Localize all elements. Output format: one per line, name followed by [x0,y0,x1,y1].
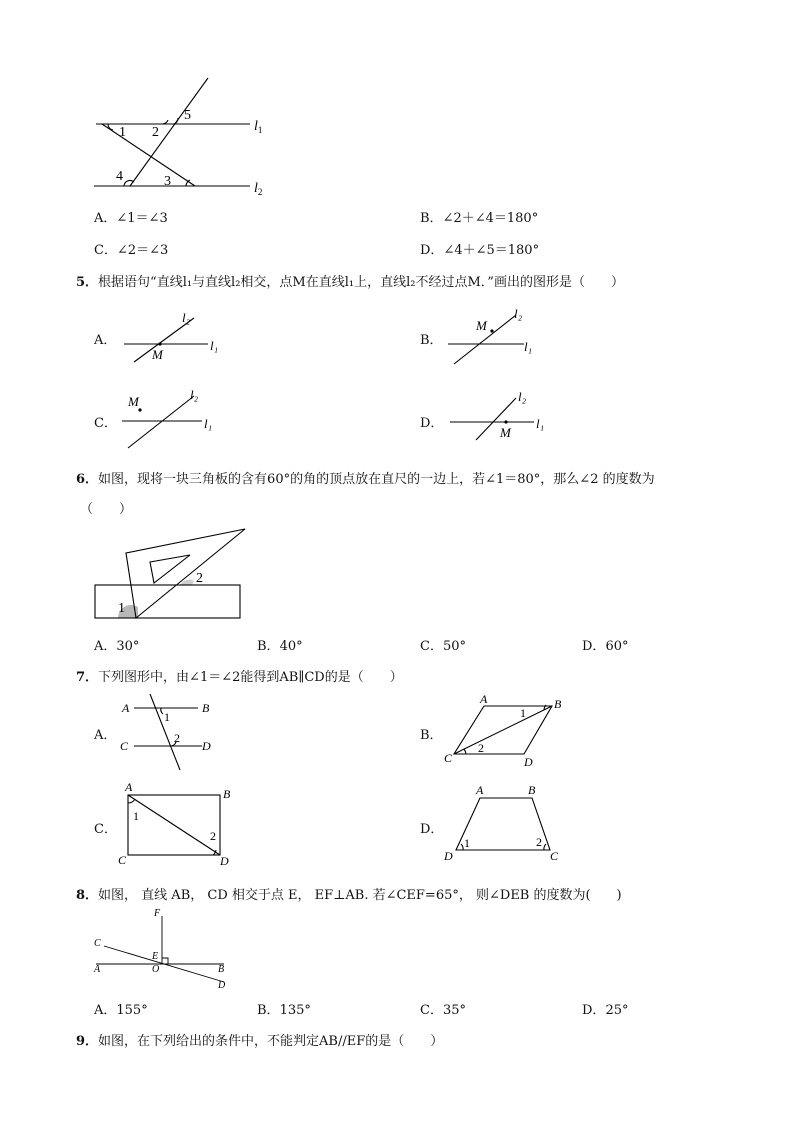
svg-text:A: A [480,692,488,706]
q7-option-c-letter[interactable]: C． [94,822,117,837]
svg-text:B: B [528,783,536,797]
q5-option-a-letter[interactable]: A． [94,333,117,348]
q5a-m: M [152,347,163,362]
svg-text:B: B [223,787,231,801]
q5-option-c-figure[interactable] [118,388,228,454]
q7-question: 7．下列图形中，由∠1＝∠2能得到AB∥CD的是（ ） [76,670,403,685]
svg-text:C: C [550,849,559,863]
q4-label-l2: $l_2$ [254,181,263,197]
svg-text:1: 1 [164,710,170,724]
q8-option-b[interactable]: B．135° [257,1003,311,1018]
q5-question: 5．根据语句“直线l₁与直线l₂相交，点M在直线l₁上，直线l₂不经过点M．”画出的图形是（ ） [76,275,624,290]
svg-text:2: 2 [174,731,180,745]
q5c-l2: l₂ [190,387,199,402]
svg-text:2: 2 [536,835,542,849]
svg-text:C: C [444,751,453,765]
q4-option-b[interactable]: B．∠2＋∠4＝180° [420,211,539,226]
svg-text:A: A [122,701,130,715]
q5d-l1: l₁ [536,416,545,431]
q5b-m: M [476,318,487,333]
q7-option-c-figure[interactable] [116,782,246,868]
q8-figure [90,906,240,992]
svg-text:A: A [125,780,133,794]
svg-text:C: C [120,739,129,753]
q5b-l1: l₁ [524,339,533,354]
svg-text:2: 2 [478,741,484,755]
svg-text:B: B [218,964,225,975]
q7-option-d-letter[interactable]: D． [420,822,444,837]
svg-text:C: C [94,938,101,949]
svg-text:A: A [94,964,101,975]
q5a-l1: l₁ [210,338,219,353]
q5d-l2: l₂ [518,389,527,404]
q6-option-c[interactable]: C．50° [420,639,466,654]
q5-option-c-letter[interactable]: C． [94,416,117,431]
svg-text:F: F [154,908,161,919]
q9-question: 9．如图，在下列给出的条件中，不能判定AB//EF的是（ ） [76,1034,444,1049]
q7-option-b-figure[interactable] [440,692,570,772]
q5b-l2: l₂ [514,306,523,321]
svg-text:C: C [118,853,127,867]
q7-option-a-figure[interactable] [118,690,218,772]
q5d-m: M [500,425,511,440]
q8-question: 8．如图， 直线 AB， CD 相交于点 E， EF⊥AB. 若∠CEF=65°， 则∠DEB 的度数为( ) [76,888,622,903]
q6-question: 6．如图，现将一块三角板的含有60°的角的顶点放在直尺的一边上，若∠1＝80°，那么∠2 的度数为 [76,472,655,487]
svg-text:B: B [202,701,210,715]
svg-text:E: E [152,951,159,962]
q5c-m: M [128,394,139,409]
q4-option-a[interactable]: A．∠1＝∠3 [94,211,168,226]
q6-question-bracket: （ ） [80,502,133,517]
svg-text:1: 1 [520,706,526,720]
q4-angle-2: 2 [152,125,159,140]
svg-text:2: 2 [210,829,216,843]
q4-option-d[interactable]: D．∠4＋∠5＝180° [420,243,540,258]
q4-angle-1: 1 [119,125,126,140]
svg-text:O: O [152,964,160,975]
q5c-l1: l₁ [204,416,213,431]
q5-option-d-figure[interactable] [446,386,556,450]
svg-text:A: A [476,783,484,797]
q6-angle-2: 2 [196,571,203,586]
q4-angle-5: 5 [184,108,191,123]
q4-angle-4: 4 [116,169,123,184]
q5-option-b-figure[interactable] [444,305,554,369]
q8-option-d[interactable]: D．25° [582,1003,629,1018]
q5a-l2: l₂ [182,310,191,325]
q6-option-d[interactable]: D．60° [582,639,629,654]
q7-option-a-letter[interactable]: A． [94,728,117,743]
q7-option-b-letter[interactable]: B． [420,728,443,743]
svg-text:D: D [444,849,453,863]
q4-option-c[interactable]: C．∠2＝∠3 [94,243,169,258]
q4-angle-3: 3 [164,174,171,189]
q8-option-a[interactable]: A．155° [94,1003,148,1018]
q5-option-d-letter[interactable]: D． [420,416,444,431]
svg-text:D: D [218,980,226,991]
q7-option-d-figure[interactable] [440,782,570,868]
q6-angle-1: 1 [118,601,125,616]
q6-option-b[interactable]: B．40° [257,639,303,654]
q5-option-b-letter[interactable]: B． [420,333,443,348]
q6-option-a[interactable]: A．30° [94,639,140,654]
q8-option-c[interactable]: C．35° [420,1003,466,1018]
q6-figure [92,525,252,625]
svg-text:1: 1 [464,836,470,850]
q5-option-a-figure[interactable] [120,308,230,368]
svg-text:1: 1 [133,809,139,823]
svg-text:B: B [554,697,562,711]
q4-label-l1: $l_1$ [254,119,263,135]
svg-text:D: D [524,755,533,769]
svg-text:D: D [220,854,229,868]
q4-figure [90,72,280,197]
svg-text:D: D [202,739,211,753]
